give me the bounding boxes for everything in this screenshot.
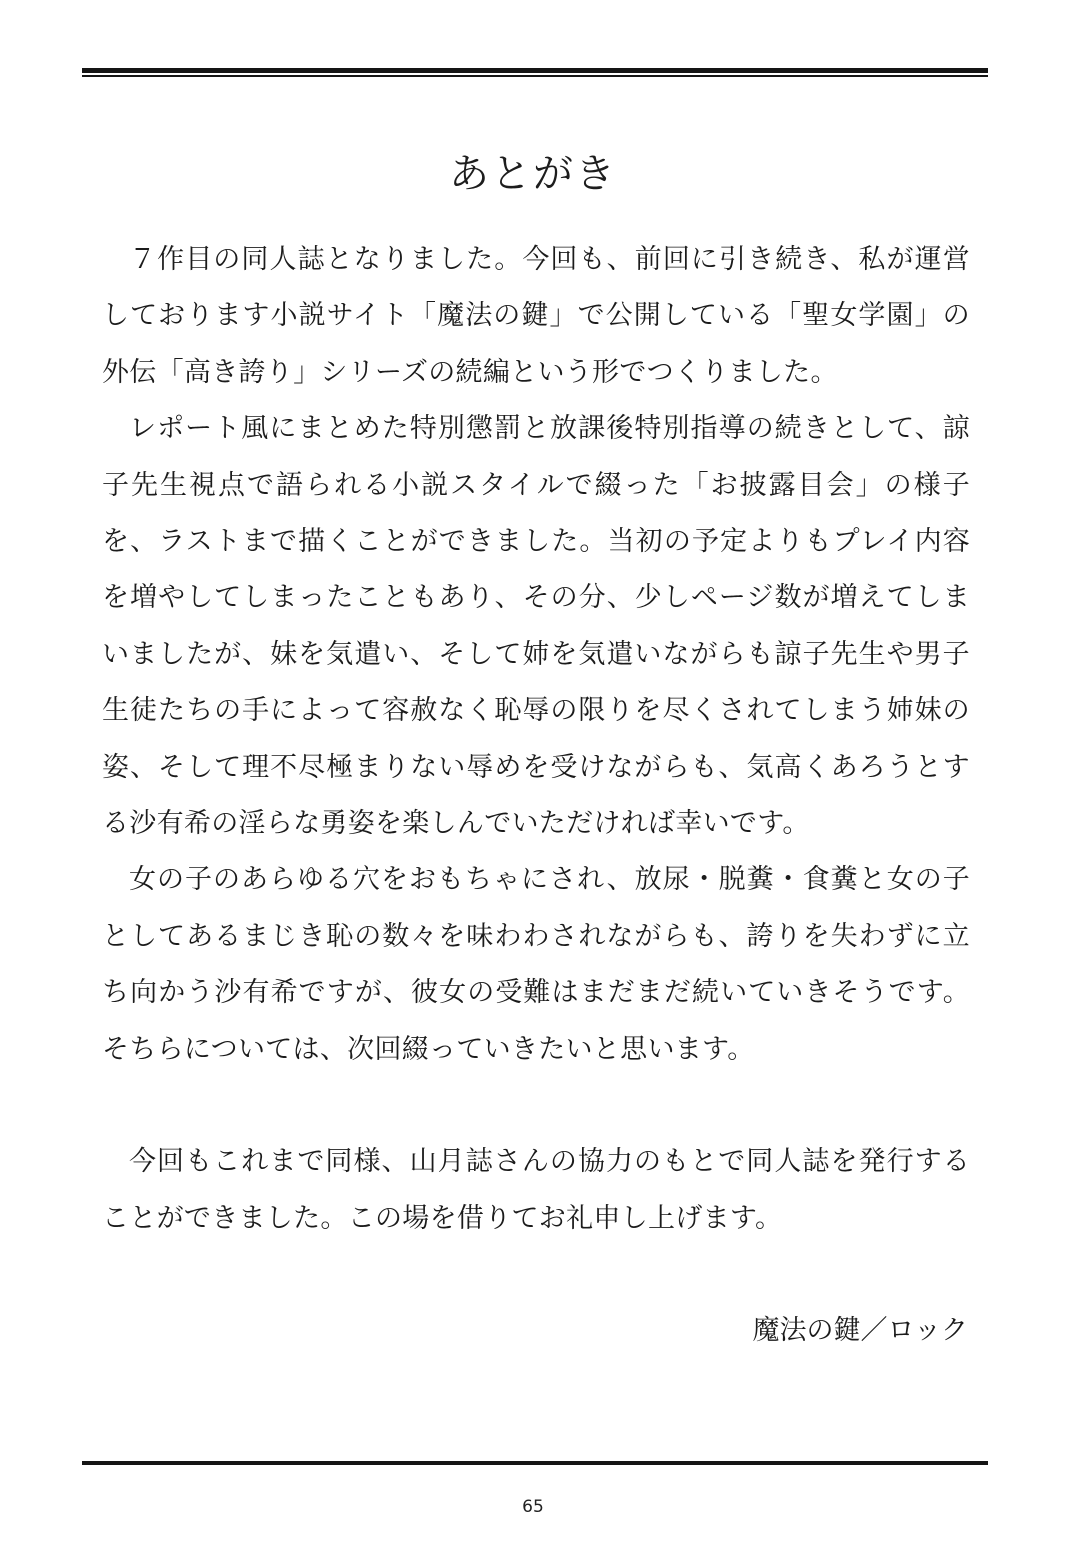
paragraph-2: レポート風にまとめた特別懲罰と放課後特別指導の続きとして、諒子先生視点で語られる小説スタイルで綴った「お披露目会」の様子を、ラストまで描くことができました。当初の予定よりもプレイ内容を増やしてしまったこともあり、その分、少しページ数が増えてしまいましたが、妹を気遣い、そして姉を気遣いながらも諒子先生や男子生徒たちの手によって容赦なく恥辱の限りを尽くされてしまう姉妹の姿、そして理不尽極まりない辱めを受けながらも、気高くあろうとする沙有希の淫らな勇姿を楽しんでいただければ幸いです。	[102, 413, 970, 840]
bottom-rule	[82, 1461, 988, 1465]
author-signature: 魔法の鍵／ロック	[752, 1315, 968, 1346]
paragraph-1: ７作目の同人誌となりました。今回も、前回に引き続き、私が運営しております小説サイト「魔法の鍵」で公開している「聖女学園」の外伝「高き誇り」シリーズの続編という形でつくりました。	[102, 244, 970, 388]
page-title: あとがき	[449, 151, 617, 197]
paragraph-3: 女の子のあらゆる穴をおもちゃにされ、放尿・脱糞・食糞と女の子としてあるまじき恥の数々を味わわされながらも、誇りを失わずに立ち向かう沙有希ですが、彼女の受難はまだまだ続いていきそうです。そちらについては、次回綴っていきたいと思います。	[102, 864, 970, 1065]
paragraph-4: 今回もこれまで同様、山月誌さんの協力のもとで同人誌を発行することができました。この場を借りてお礼申し上げます。	[102, 1146, 970, 1234]
top-rule-thick	[82, 68, 988, 73]
afterword-body	[102, 232, 970, 1247]
top-rule-thin	[82, 75, 988, 77]
page-number: 65	[522, 1497, 544, 1517]
